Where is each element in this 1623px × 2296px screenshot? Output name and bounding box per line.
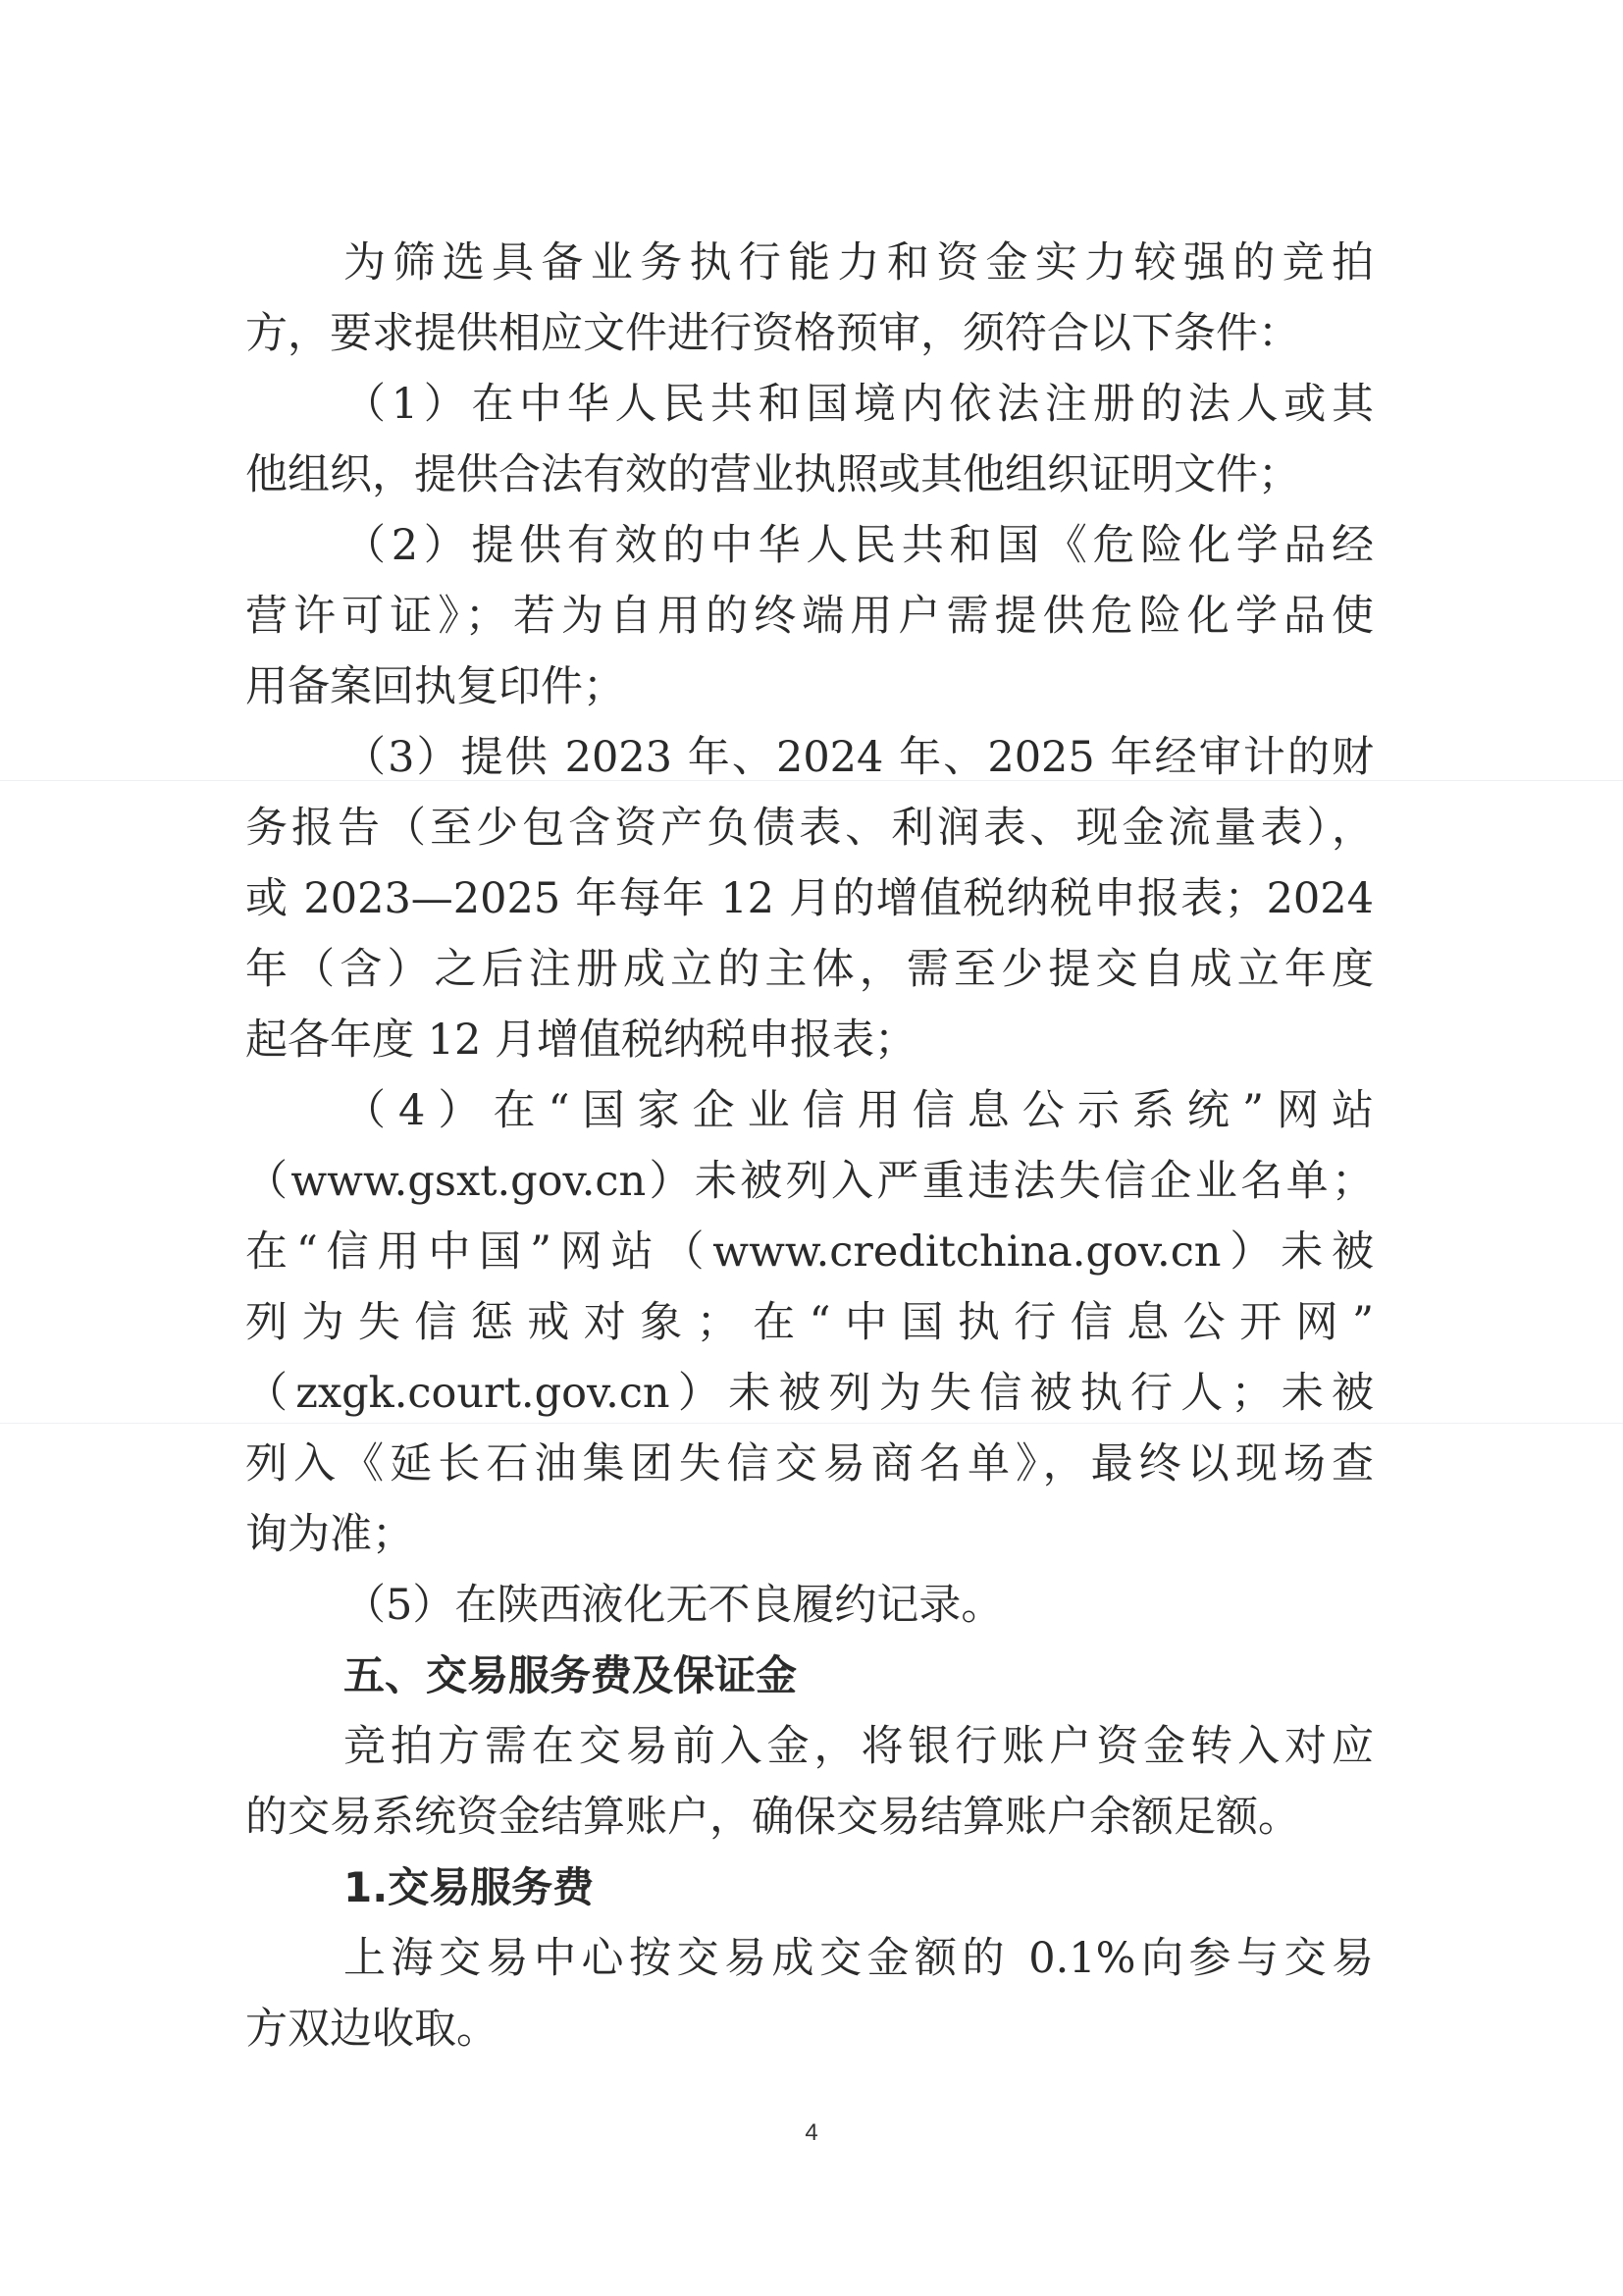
paragraph-line: 上海交易中心按交易成交金额的 0.1%向参与交易 — [343, 1934, 1374, 1983]
paragraph-line: （3）提供 2023 年、2024 年、2025 年经审计的财 — [343, 733, 1374, 782]
paragraph-line: 用备案回执复印件； — [245, 662, 625, 711]
section-heading: 五、交易服务费及保证金 — [343, 1651, 798, 1699]
paragraph-line: 列入《延长石油集团失信交易商名单》，最终以现场查 — [245, 1439, 1374, 1488]
paragraph-line: （4）在“国家企业信用信息公示系统”网站 — [343, 1086, 1374, 1135]
paragraph-line: 的交易系统资金结算账户，确保交易结算账户余额足额。 — [245, 1793, 1300, 1842]
paragraph-line: （1）在中华人民共和国境内依法注册的法人或其 — [343, 380, 1374, 429]
paragraph-line: （2）提供有效的中华人民共和国《危险化学品经 — [343, 521, 1374, 570]
paragraph-line: 在“信用中国”网站（www.creditchina.gov.cn）未被 — [245, 1227, 1374, 1277]
page-number: 4 — [805, 2119, 818, 2146]
paragraph-line: 他组织，提供合法有效的营业执照或其他组织证明文件； — [245, 450, 1300, 499]
paragraph-line: 竞拍方需在交易前入金，将银行账户资金转入对应 — [343, 1722, 1374, 1771]
paragraph-line: 年（含）之后注册成立的主体，需至少提交自成立年度 — [245, 945, 1374, 994]
paragraph-line: 务报告（至少包含资产负债表、利润表、现金流量表）， — [245, 804, 1374, 853]
paragraph-line: 或 2023—2025 年每年 12 月的增值税纳税申报表；2024 — [245, 874, 1374, 923]
document-body — [245, 228, 1374, 2064]
subsection-heading: 1.交易服务费 — [343, 1863, 595, 1911]
paragraph-line: 询为准； — [245, 1510, 414, 1559]
paragraph-line: （zxgk.court.gov.cn）未被列为失信被执行人；未被 — [245, 1369, 1374, 1418]
paragraph-line: 营许可证》；若为自用的终端用户需提供危险化学品使 — [245, 592, 1374, 641]
paragraph-line: （5）在陕西液化无不良履约记录。 — [343, 1581, 1004, 1630]
paragraph-line: 方，要求提供相应文件进行资格预审，须符合以下条件： — [245, 309, 1300, 358]
paragraph-line: 列为失信惩戒对象；在“中国执行信息公开网” — [245, 1298, 1374, 1347]
paragraph-line: 为筛选具备业务执行能力和资金实力较强的竞拍 — [343, 238, 1374, 287]
paragraph-line: 方双边收取。 — [245, 2005, 498, 2054]
paragraph-line: （www.gsxt.gov.cn）未被列入严重违法失信企业名单； — [245, 1157, 1374, 1206]
paragraph-line: 起各年度 12 月增值税纳税申报表； — [245, 1016, 917, 1065]
